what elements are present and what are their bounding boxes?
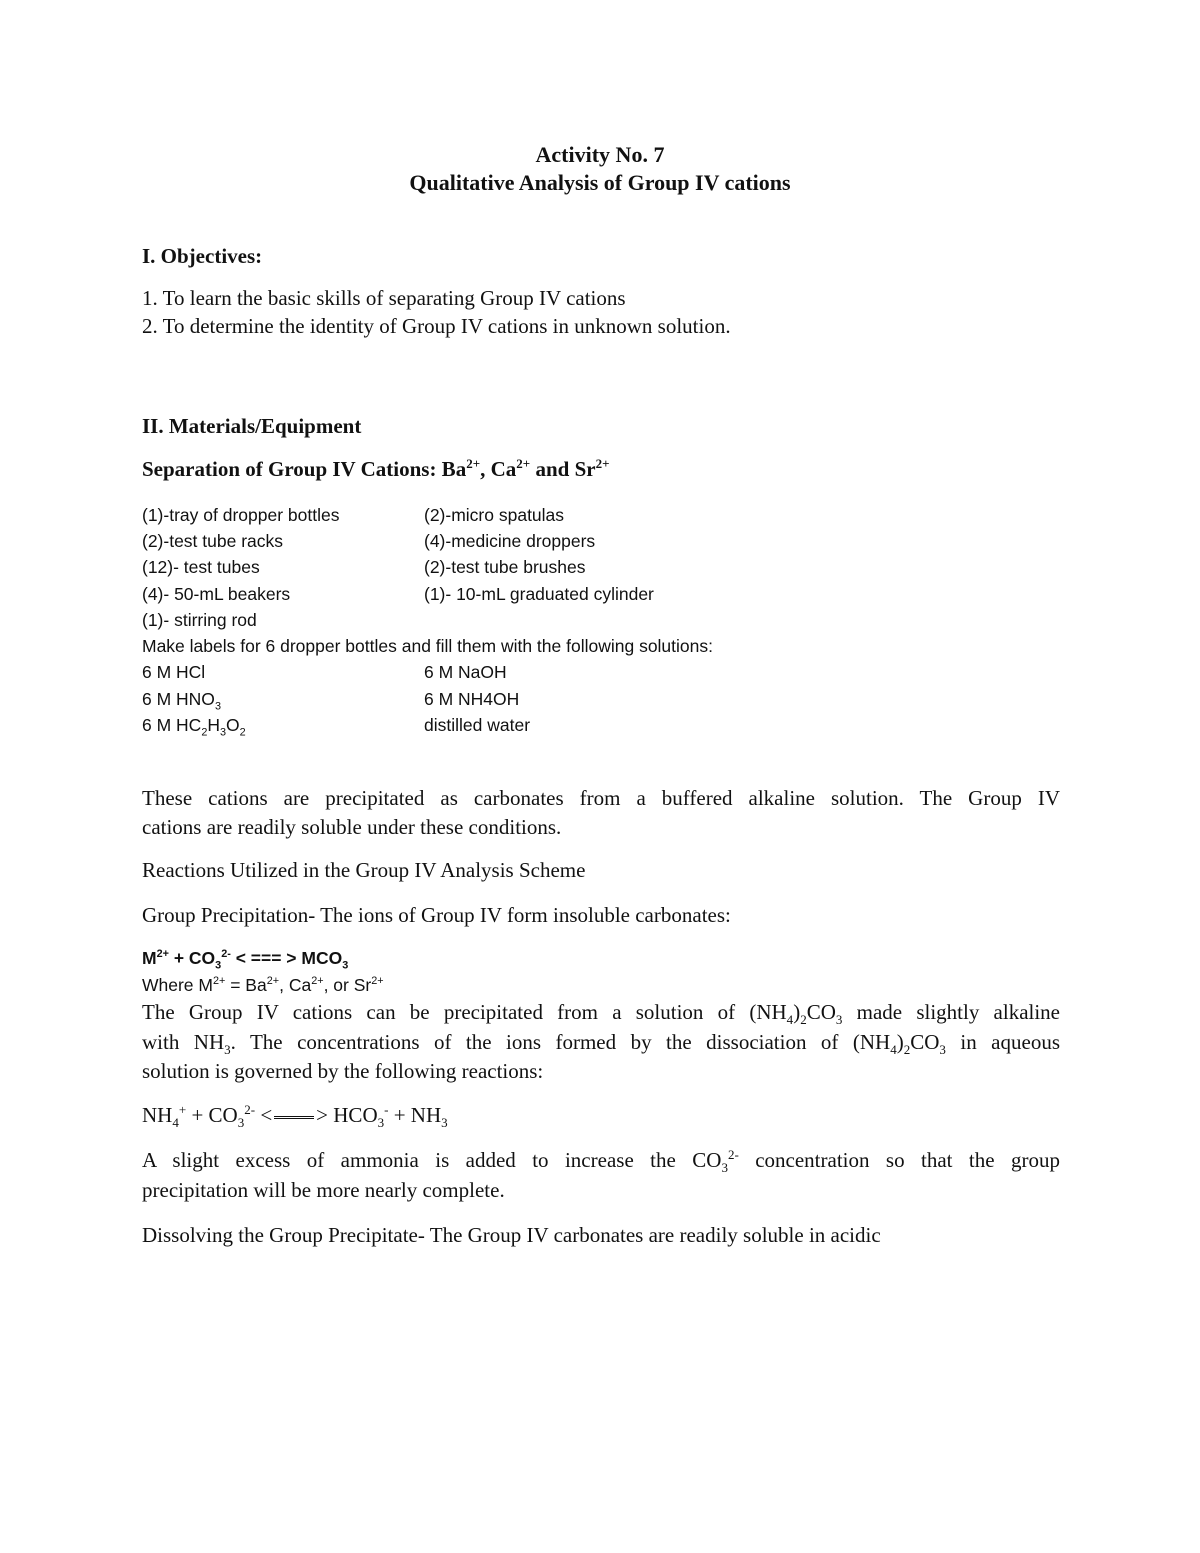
where-cations-line: Where $M^{2+} = Ba^{2+}$, $Ca^{2+}$, or $Sr^{2+}$: [142, 975, 384, 995]
solution-item: 6 M $HNO_3$: [142, 689, 221, 713]
group-precipitation-text: Group Precipitation- The ions of Group IV form insoluble carbonates:: [142, 903, 731, 927]
equipment-item: (2)-test tube racks: [142, 531, 284, 551]
paragraph-line: Dissolving the Group Precipitate- The Group IV carbonates are readily soluble in acidic: [142, 1223, 881, 1247]
equipment-item: (4)- 50-mL beakers: [142, 584, 291, 604]
separation-subheading: Separation of Group IV Cations: $Ba^{2+}$, $Ca^{2+}$ and $Sr^{2+}$: [142, 456, 610, 481]
solution-item: 6 M NaOH: [424, 662, 507, 682]
equilibrium-arrow-icon: [274, 1116, 314, 1119]
labels-instruction: Make labels for 6 dropper bottles and fill them with the following solutions:: [142, 636, 713, 656]
reactions-heading: Reactions Utilized in the Group IV Analysis Scheme: [142, 858, 586, 882]
objectives-heading: I. Objectives:: [142, 244, 263, 268]
paragraph-line: precipitation will be more nearly complete.: [142, 1178, 505, 1202]
activity-number: Activity No. 7: [535, 142, 665, 167]
solution-item: 6 M NH4OH: [424, 689, 520, 709]
equation-precipitation: $M^{2+} + CO_3^{2-}$ < === > $MCO_3$: [142, 948, 349, 972]
paragraph-line: The Group IV cations can be precipitated from a solution of $(NH_4)_2CO_3$ made slightly alkaline: [142, 1000, 1061, 1028]
paragraph-line: solution is governed by the following reactions:: [142, 1059, 544, 1083]
activity-title: Qualitative Analysis of Group IV cations: [409, 170, 791, 195]
equation-ammonium: $NH_4^+ + CO_3^{2-}$ < > $HCO_3^- + NH_3$: [142, 1102, 448, 1131]
paragraph-line: A slight excess of ammonia is added to increase the $CO_3^{2-}$ concentration so that the group: [142, 1147, 1060, 1176]
equipment-item: (2)-micro spatulas: [424, 505, 565, 525]
solution-item: 6 M $HC_2H_3O_2$: [142, 715, 246, 739]
paragraph-line: These cations are precipitated as carbonates from a buffered alkaline solution. The Group IV: [142, 786, 1060, 810]
equipment-item: (1)-tray of dropper bottles: [142, 505, 340, 525]
solution-item: 6 M HCl: [142, 662, 206, 682]
materials-heading: II. Materials/Equipment: [142, 414, 362, 438]
solution-item: distilled water: [424, 715, 531, 735]
objective-item: 1. To learn the basic skills of separating Group IV cations: [142, 286, 626, 310]
paragraph-line: with $NH_3$. The concentrations of the ions formed by the dissociation of $(NH_4)_2CO_3$ in aqueous: [142, 1030, 1060, 1058]
equipment-item: (12)- test tubes: [142, 557, 260, 577]
equipment-item: (2)-test tube brushes: [424, 557, 586, 577]
equipment-item: (1)- stirring rod: [142, 610, 257, 630]
paragraph-line: cations are readily soluble under these conditions.: [142, 815, 562, 839]
equipment-item: (1)- 10-mL graduated cylinder: [424, 584, 654, 604]
equipment-item: (4)-medicine droppers: [424, 531, 596, 551]
objective-item: 2. To determine the identity of Group IV cations in unknown solution.: [142, 314, 731, 338]
